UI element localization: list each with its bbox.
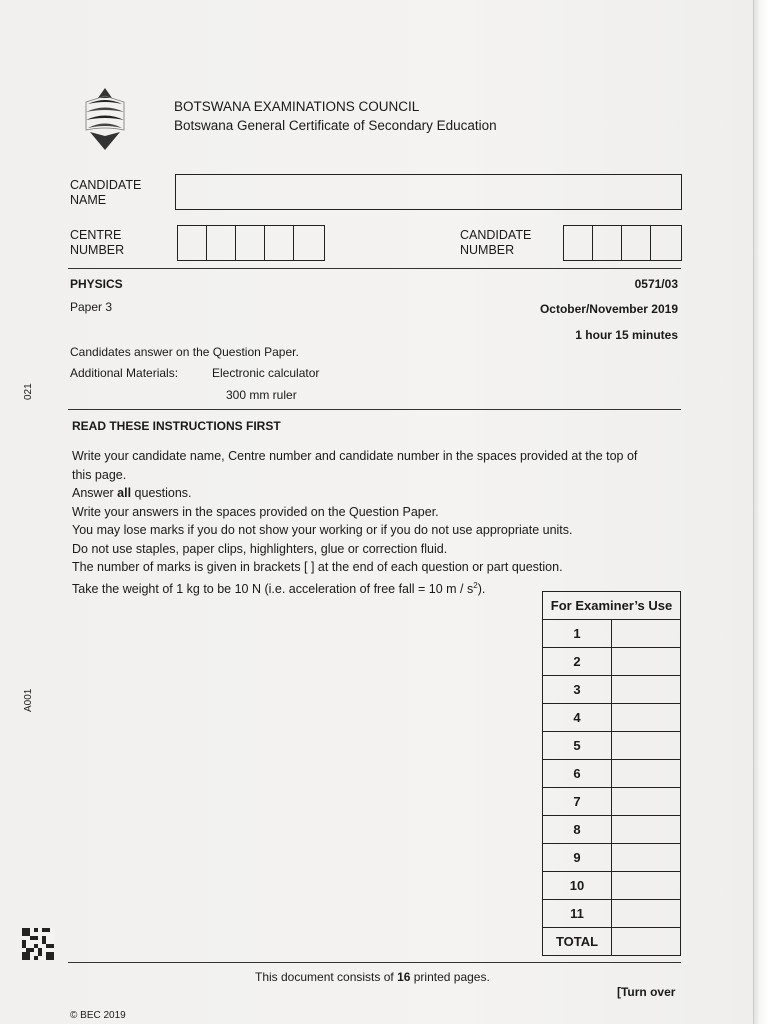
instructions-list — [72, 447, 672, 598]
copyright: © BEC 2019 — [70, 1010, 126, 1021]
digit-box[interactable] — [265, 226, 294, 260]
digit-box[interactable] — [178, 226, 207, 260]
table-row: TOTAL — [543, 928, 681, 956]
candidate-number-label: CANDIDATE NUMBER — [460, 228, 532, 257]
mark-cell[interactable] — [612, 872, 681, 900]
margin-code: 021 — [23, 383, 34, 400]
table-row: 8 — [543, 816, 681, 844]
centre-number-label: CENTRE NUMBER — [70, 228, 125, 257]
table-row: 6 — [543, 760, 681, 788]
mark-cell[interactable] — [612, 900, 681, 928]
digit-box[interactable] — [564, 226, 593, 260]
mark-cell[interactable] — [612, 732, 681, 760]
mark-cell[interactable] — [612, 676, 681, 704]
page-count: This document consists of 16 printed pages. — [255, 970, 490, 984]
answer-on-paper-note: Candidates answer on the Question Paper. — [70, 345, 299, 359]
candidate-name-label: CANDIDATE NAME — [70, 178, 142, 207]
mark-cell[interactable] — [612, 760, 681, 788]
barcode-icon — [22, 928, 54, 960]
table-row: 3 — [543, 676, 681, 704]
table-row: 11 — [543, 900, 681, 928]
digit-box[interactable] — [236, 226, 265, 260]
mark-cell[interactable] — [612, 816, 681, 844]
examiner-use-table — [542, 591, 681, 956]
instruction-line: Do not use staples, paper clips, highlighters, glue or correction fluid. — [72, 541, 448, 556]
instructions-heading: READ THESE INSTRUCTIONS FIRST — [72, 419, 281, 433]
divider — [68, 409, 681, 410]
mark-cell[interactable] — [612, 928, 681, 956]
mark-cell[interactable] — [612, 648, 681, 676]
instruction-line: this page. — [72, 467, 127, 482]
digit-box[interactable] — [593, 226, 622, 260]
digit-box[interactable] — [207, 226, 236, 260]
digit-box[interactable] — [651, 226, 680, 260]
table-row: 5 — [543, 732, 681, 760]
instruction-line: Answer all questions. — [72, 486, 192, 500]
subject: PHYSICS — [70, 277, 123, 291]
divider — [68, 268, 681, 269]
mark-cell[interactable] — [612, 844, 681, 872]
centre-number-field[interactable] — [177, 225, 325, 261]
digit-box[interactable] — [294, 226, 323, 260]
page-edge — [753, 0, 768, 1024]
exam-session: October/November 2019 — [539, 302, 678, 316]
table-row: 2 — [543, 648, 681, 676]
examiner-table-heading: For Examiner’s Use — [543, 592, 681, 620]
margin-code: A001 — [23, 688, 34, 712]
material-ruler: 300 mm ruler — [226, 388, 297, 402]
mark-cell[interactable] — [612, 704, 681, 732]
table-row: 9 — [543, 844, 681, 872]
instruction-line: Write your candidate name, Centre number and candidate number in the spaces provided at the top of — [72, 449, 638, 463]
candidate-name-field[interactable] — [175, 174, 682, 210]
paper-number: Paper 3 — [70, 300, 113, 314]
digit-box[interactable] — [622, 226, 651, 260]
exam-duration: 1 hour 15 minutes — [575, 328, 678, 342]
table-row: 1 — [543, 620, 681, 648]
mark-cell[interactable] — [612, 788, 681, 816]
instruction-line: You may lose marks if you do not show your working or if you do not use appropriate units. — [72, 523, 573, 537]
bec-logo-icon — [82, 86, 128, 152]
table-row: 7 — [543, 788, 681, 816]
mark-cell[interactable] — [612, 620, 681, 648]
turn-over: [Turn over — [617, 985, 676, 999]
table-row: 10 — [543, 872, 681, 900]
instruction-line: The number of marks is given in brackets [ ] at the end of each question or part question. — [72, 560, 563, 574]
instruction-line: Write your answers in the spaces provided on the Question Paper. — [72, 504, 439, 519]
divider — [68, 962, 681, 963]
material-calculator: Electronic calculator — [212, 366, 320, 380]
materials-label: Additional Materials: — [70, 366, 179, 380]
council-title: BOTSWANA EXAMINATIONS COUNCIL — [174, 99, 420, 114]
certificate-title: Botswana General Certificate of Secondary Education — [174, 118, 497, 133]
instruction-line: Take the weight of 1 kg to be 10 N (i.e. acceleration of free fall = 10 m / $s^2$). — [72, 580, 486, 596]
table-row: 4 — [543, 704, 681, 732]
candidate-number-field[interactable] — [563, 225, 682, 261]
paper-code: 0571/03 — [634, 277, 678, 291]
